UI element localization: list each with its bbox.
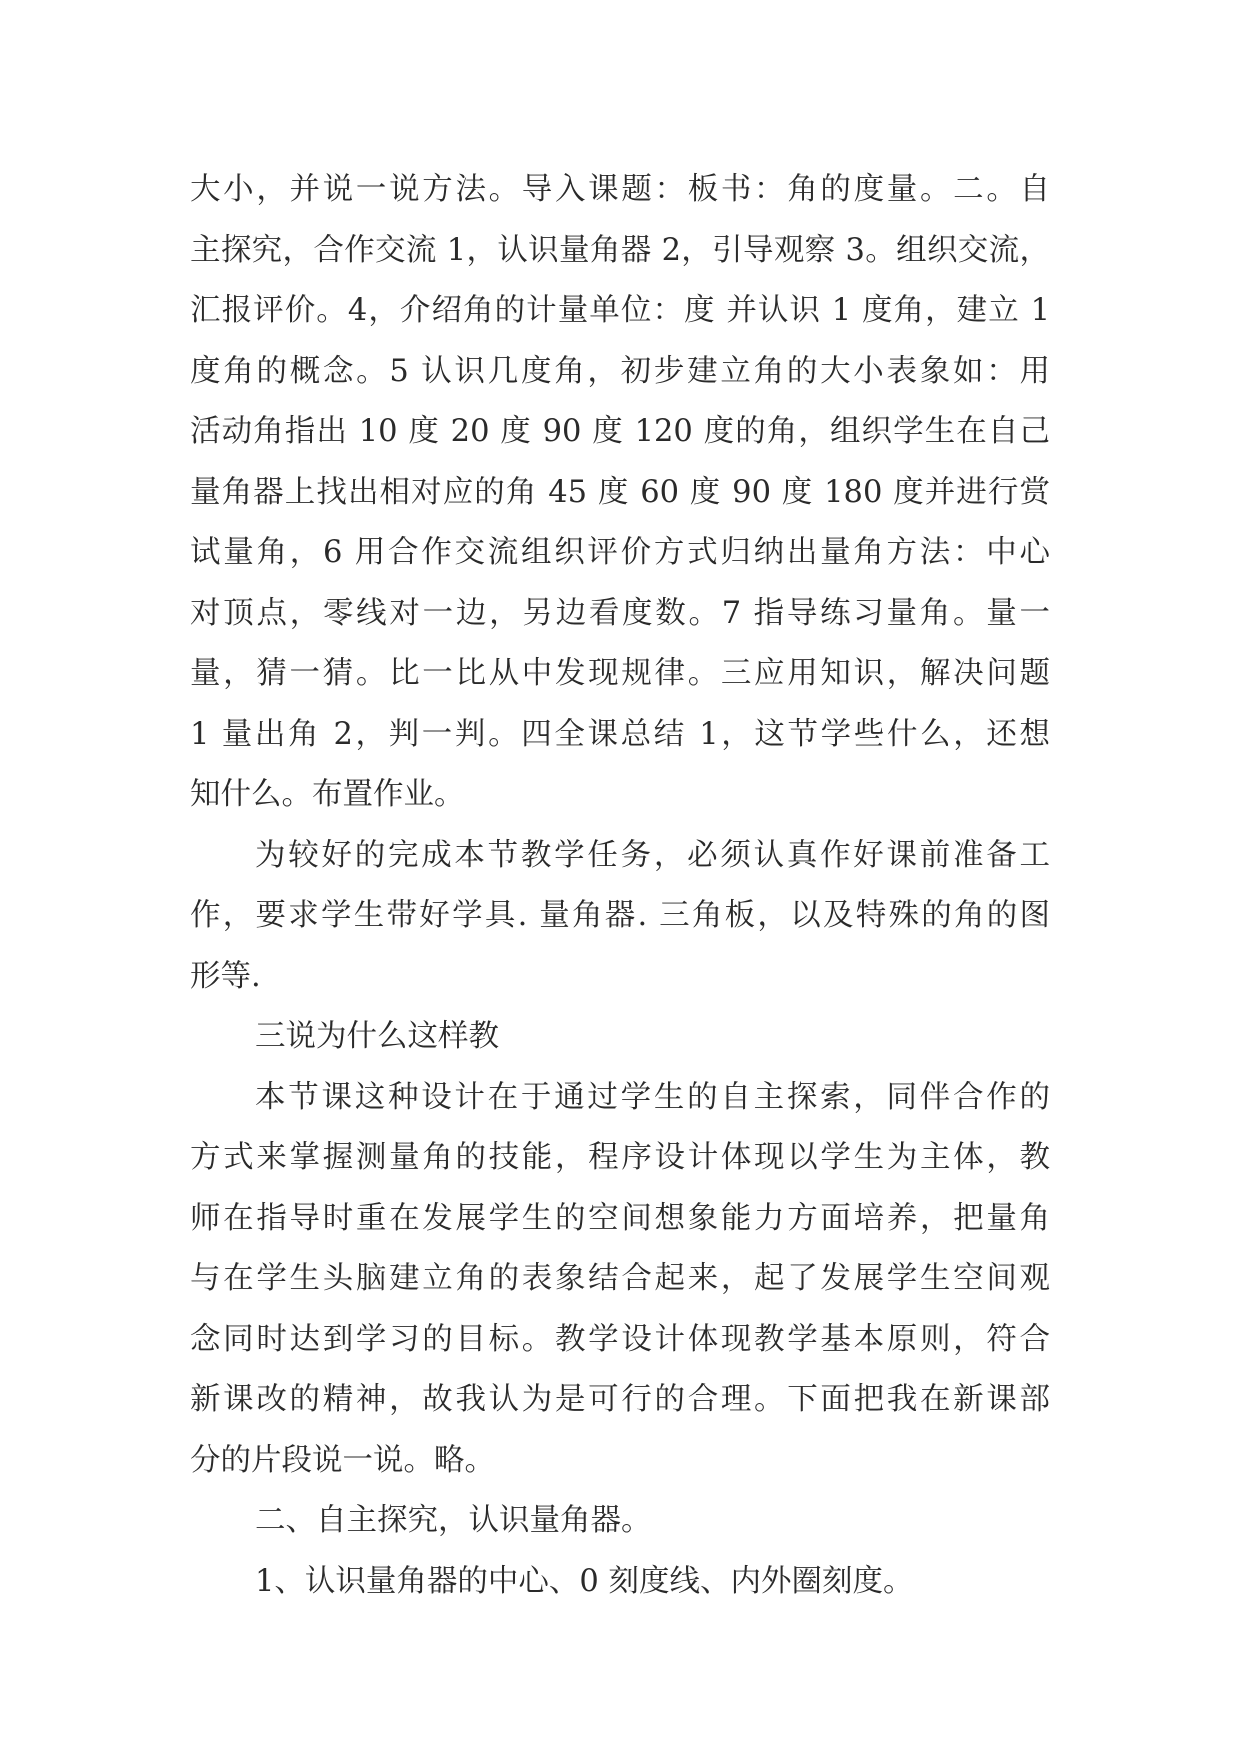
text-line: 1 量出角 2，判一判。四全课总结 1，这节学些什么，还想 (190, 716, 1050, 752)
text-line: 分的片段说一说。略。 (190, 1442, 495, 1478)
text-line: 汇报评价。4，介绍角的计量单位：度 并认识 1 度角，建立 1 (190, 293, 1050, 328)
text-line: 方式来掌握测量角的技能，程序设计体现以学生为主体，教 (190, 1140, 1050, 1175)
text-line: 度角的概念。5 认识几度角，初步建立角的大小表象如：用 (190, 353, 1050, 389)
text-line: 大小，并说一说方法。导入课题：板书：角的度量。二。自 (190, 172, 1050, 207)
text-line: 念同时达到学习的目标。教学设计体现教学基本原则，符合 (190, 1321, 1050, 1357)
text-line: 对顶点，零线对一边，另边看度数。7 指导练习量角。量一 (190, 595, 1050, 631)
list-item: 1、认识量角器的中心、0 刻度线、内外圈刻度。 (255, 1563, 914, 1599)
text-line: 与在学生头脑建立角的表象结合起来，起了发展学生空间观 (190, 1261, 1050, 1296)
text-line: 主探究，合作交流 1，认识量角器 2，引导观察 3。组织交流， (190, 232, 1050, 268)
text-line: 量，猜一猜。比一比从中发现规律。三应用知识，解决问题 (190, 656, 1050, 691)
section-heading: 三说为什么这样教 (255, 1019, 499, 1054)
text-line: 量角器上找出相对应的角 45 度 60 度 90 度 180 度并进行赏 (190, 474, 1050, 510)
section-heading: 二、自主探究，认识量角器。 (255, 1503, 652, 1538)
text-line: 形等. (190, 958, 261, 994)
text-line: 试量角，6 用合作交流组织评价方式归纳出量角方法：中心 (190, 535, 1050, 570)
paragraph-start-line: 为较好的完成本节教学任务，必须认真作好课前准备工 (255, 837, 1050, 873)
text-line: 知什么。布置作业。 (190, 777, 465, 812)
text-line: 作，要求学生带好学具. 量角器. 三角板，以及特殊的角的图 (190, 898, 1050, 933)
paragraph-start-line: 本节课这种设计在于通过学生的自主探索，同伴合作的 (255, 1079, 1050, 1115)
text-line: 活动角指出 10 度 20 度 90 度 120 度的角，组织学生在自己 (190, 414, 1050, 449)
body-text (190, 160, 1050, 1612)
text-line: 新课改的精神，故我认为是可行的合理。下面把我在新课部 (190, 1382, 1050, 1417)
text-line: 师在指导时重在发展学生的空间想象能力方面培养，把量角 (190, 1200, 1050, 1236)
